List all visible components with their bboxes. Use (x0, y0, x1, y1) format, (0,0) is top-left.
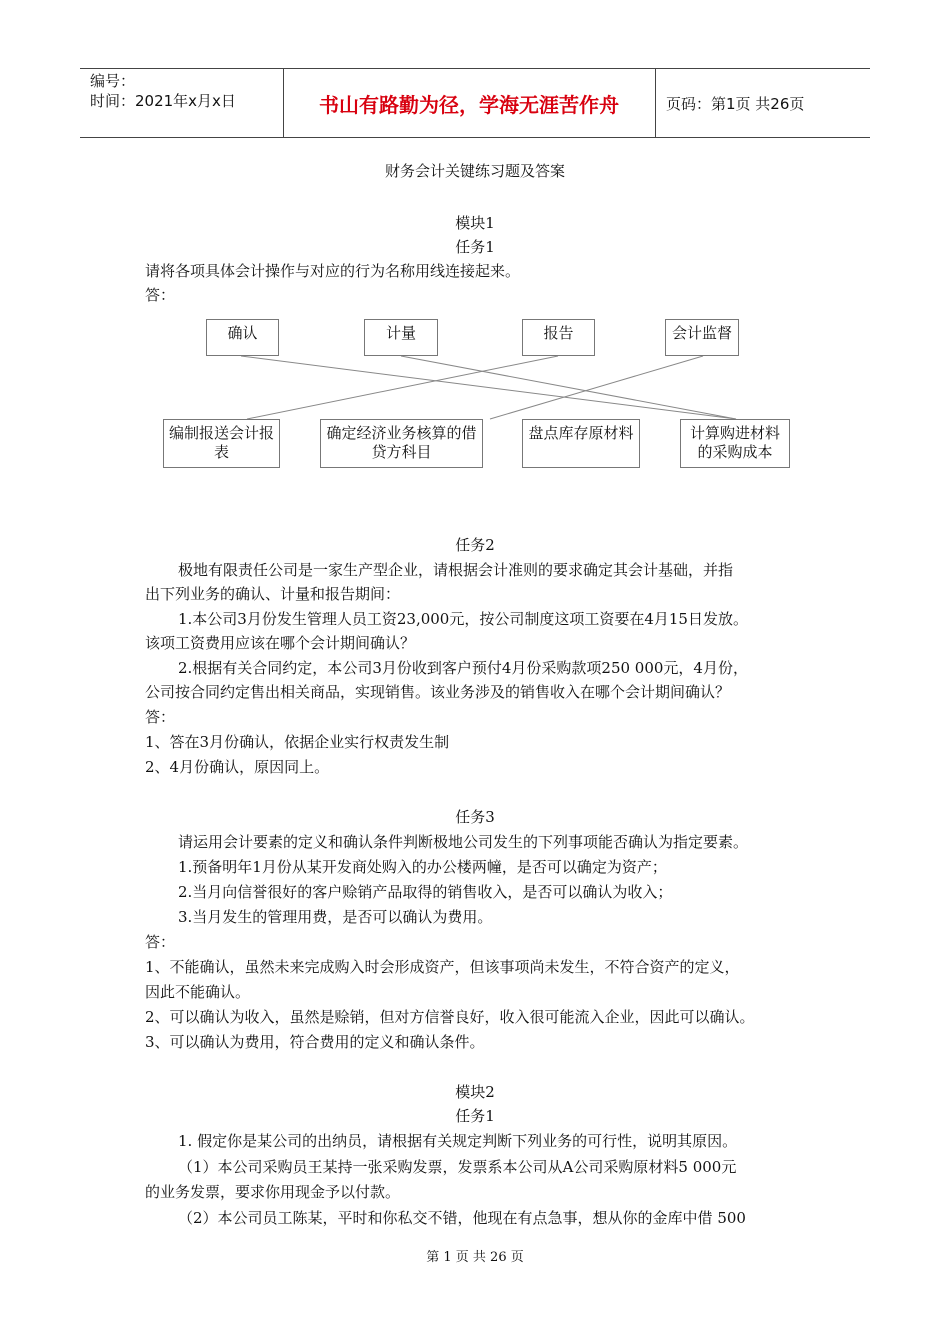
m1-task3-line: 2、可以确认为收入，虽然是赊销，但对方信誉良好，收入很可能流入企业，因此可以确认。 (145, 1008, 755, 1026)
m1-task2-line: 1.本公司3月份发生管理人员工资23,000元，按公司制度这项工资要在4月15日发放。 (178, 610, 748, 628)
box-cost (680, 419, 790, 468)
box-report: 报告 (522, 319, 595, 356)
header-motto: 书山有路勤为径，学海无涯苦作舟 (319, 93, 619, 117)
m1-task1-title: 任务1 (455, 238, 495, 256)
m1-task3-line: 请运用会计要素的定义和确认条件判断极地公司发生的下列事项能否确认为指定要素。 (178, 833, 749, 851)
box-statement (163, 419, 280, 468)
m1-task2-line: 出下列业务的确认、计量和报告期间： (145, 585, 401, 603)
time-label: 时间：2021年x月x日 (90, 92, 236, 110)
number-label: 编号： (90, 72, 136, 90)
box-cost-line1: 计算购进材料 (689, 424, 780, 442)
m1-task2-line: 1、答在3月份确认，依据企业实行权责发生制 (145, 733, 450, 751)
m1-task3-line: 因此不能确认。 (145, 983, 251, 1001)
m1-task3-title: 任务3 (455, 808, 495, 826)
m1-task3-line: 3.当月发生的管理用费，是否可以确认为费用。 (178, 908, 493, 926)
box-confirm: 确认 (206, 319, 279, 356)
box-inventory (522, 419, 640, 468)
m2-task1-line: 1. 假定你是某公司的出纳员，请根据有关规定判断下列业务的可行性，说明其原因。 (178, 1132, 738, 1150)
box-accounts (320, 419, 483, 468)
m2-task1-line: 的业务发票，要求你用现金予以付款。 (145, 1183, 401, 1201)
box-measure: 计量 (364, 319, 438, 356)
m1-task2-line: 答： (145, 708, 176, 726)
m1-task3-line: 2.当月向信誉很好的客户赊销产品取得的销售收入，是否可以确认为收入； (178, 883, 673, 901)
module1-title: 模块1 (455, 214, 495, 232)
page-footer: 第 1 页 共 26 页 (426, 1250, 524, 1265)
m1-task1-answer-label: 答： (145, 286, 176, 304)
m2-task1-line: （1）本公司采购员王某持一张采购发票，发票系本公司从A公司采购原材料5 000元 (178, 1158, 737, 1176)
m1-task2-line: 公司按合同约定售出相关商品，实现销售。该业务涉及的销售收入在哪个会计期间确认？ (145, 683, 731, 701)
doc-title: 财务会计关键练习题及答案 (384, 162, 565, 180)
box-accounts-line1: 确定经济业务核算的借 (326, 424, 477, 442)
m1-task2-line: 2、4月份确认，原因同上。 (145, 758, 330, 776)
m1-task2-line: 极地有限责任公司是一家生产型企业，请根据会计准则的要求确定其会计基础，并指 (178, 561, 734, 579)
m1-task3-line: 1.预备明年1月份从某开发商处购入的办公楼两幢，是否可以确定为资产； (178, 858, 667, 876)
box-supervise: 会计监督 (665, 319, 739, 356)
m1-task2-line: 2.根据有关合同约定，本公司3月份收到客户预付4月份采购款项250 000元，4月份， (178, 659, 748, 677)
m1-task2-title: 任务2 (455, 536, 495, 554)
link-supervise-to-accounts (490, 356, 703, 419)
link-measure-to-cost (401, 356, 736, 419)
box-statement-line2: 表 (213, 443, 229, 461)
link-report-to-statement (247, 356, 558, 419)
m1-task3-line: 3、可以确认为费用，符合费用的定义和确认条件。 (145, 1033, 485, 1051)
m1-task3-line: 答： (145, 933, 176, 951)
m1-task3-line: 1、不能确认，虽然未来完成购入时会形成资产，但该事项尚未发生，不符合资产的定义， (145, 958, 740, 976)
box-inventory-line1: 盘点库存原材料 (528, 424, 634, 442)
m2-task1-title: 任务1 (455, 1107, 495, 1125)
box-cost-line2: 的采购成本 (697, 443, 773, 461)
m1-task1-prompt: 请将各项具体会计操作与对应的行为名称用线连接起来。 (145, 262, 521, 280)
module2-title: 模块2 (455, 1083, 495, 1101)
m1-task2-line: 该项工资费用应该在哪个会计期间确认？ (145, 634, 416, 652)
m2-task1-line: （2）本公司员工陈某，平时和你私交不错，他现在有点急事，想从你的金库中借 500 (178, 1209, 746, 1227)
box-accounts-line2: 贷方科目 (371, 443, 432, 461)
link-confirm-to-cost (241, 356, 736, 419)
box-statement-line1: 编制报送会计报 (168, 424, 274, 442)
header-page-info: 页码：第1页 共26页 (666, 95, 805, 113)
